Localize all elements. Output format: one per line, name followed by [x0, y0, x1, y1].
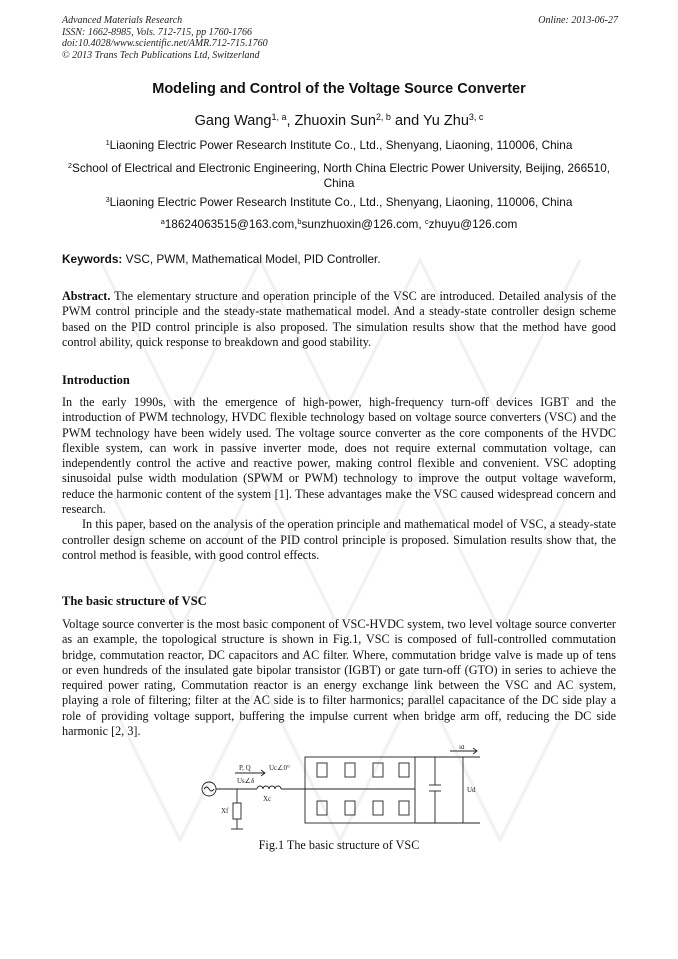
vsc-topology-figure [195, 745, 495, 835]
issn-line: ISSN: 1662-8985, Vols. 712-715, pp 1760-1766 [62, 26, 252, 38]
author-line [62, 113, 616, 129]
doi-line[interactable]: doi:10.4028/www.scientific.net/AMR.712-715.1760 [62, 38, 268, 49]
introduction-body [62, 395, 616, 563]
author-name: Gang Wang [194, 113, 272, 129]
author-superscript: 1, a [271, 112, 287, 123]
author-superscript: 2, b [375, 112, 391, 123]
author-name: Zhuoxin Sun [294, 113, 376, 129]
affiliation-2 [62, 161, 616, 191]
filter-element [233, 803, 241, 819]
fig-label-xc: Xc [263, 795, 272, 803]
fig-label-uc: Uc∠0° [269, 764, 290, 772]
email-link[interactable]: sunzhuoxin@126.com, [301, 217, 425, 231]
journal-header [62, 15, 268, 61]
keywords-text: VSC, PWM, Mathematical Model, PID Controller. [122, 252, 381, 266]
figure-caption: Fig.1 The basic structure of VSC [258, 838, 420, 852]
affiliation-text: Liaoning Electric Power Research Institute Co., Ltd., Shenyang, Liaoning, 110006, China [109, 195, 573, 209]
abstract [62, 289, 616, 350]
author-separator: and [390, 113, 423, 129]
keywords-label: Keywords: [62, 252, 123, 266]
affiliation-number: 3 [105, 194, 110, 204]
igbt-valves-lower [317, 801, 409, 815]
basic-structure-heading: The basic structure of VSC [62, 594, 207, 608]
paper-title: Modeling and Control of the Voltage Source Converter [152, 81, 526, 97]
journal-name: Advanced Materials Research [62, 15, 183, 26]
igbt-valves-upper [317, 763, 409, 777]
author-superscript: 3, c [468, 112, 484, 123]
affiliation-3 [62, 195, 616, 210]
copyright-line: © 2013 Trans Tech Publications Ltd, Switzerland [62, 49, 260, 61]
fig-label-id: id [459, 745, 465, 751]
email-link[interactable]: 18624063515@163.com, [164, 217, 298, 231]
fig-label-us: Us∠δ [237, 777, 255, 785]
keywords [62, 252, 616, 266]
email-superscript: a [160, 216, 165, 226]
basic-structure-paragraph: Voltage source converter is the most basic component of VSC-HVDC system, two level voltage source converter as an example, the topological structure is shown in Fig.1, VSC is composed of full-controlled commutation bridge, commutation reactor, DC capacitors and AC filter. Where, commutation bridge valve is made up of tens or even hundreds of the insulated gate bipolar transistor (IGBT) or gate turn-off (GTO) in series to achieve the required power rating, Commutation reactor is an energy exchange link between the VSC and AC system, playing a role of filtering; filter at the AC side is to filter harmonics; parallel capacitance of the DC side play a role of providing voltage support, buffering the impulse current when bridge arm off, reducing the DC side harmonic [2, 3]. [62, 617, 616, 739]
author-name: Yu Zhu [422, 113, 469, 129]
author-separator: , [286, 113, 295, 129]
email-link[interactable]: zhuyu@126.com [428, 217, 518, 231]
ac-sine-symbol [204, 787, 214, 791]
email-superscript: c [424, 216, 429, 226]
abstract-text: The elementary structure and operation principle of the VSC are introduced. Detailed analysis of the PWM control principle and the steady-state mathematical model. And a steady-state controller design scheme based on the PID control principle is also proposed. The simulation results show that the method have good control ability, quick response to breakdown and good stability. [62, 289, 616, 349]
introduction-paragraph-1: In the early 1990s, with the emergence of high-power, high-frequency turn-off devices IGBT and the introduction of PWM technology, HVDC flexible technology based on voltage source converters (VSC) and the PWM technology have been widely used. The voltage source converter as the core components of the HVDC flexible system, can work in passive inverter mode, does not require external commutation voltage, can independently control the active and reactive power, making control flexible and convenient. VSC adopting sinusoidal pulse width modulation (SPWM or PWM) technology to improve the output voltage waveform, reduce the harmonic content of the system [1]. These advantages make the VSC caused widespread concern and research. [62, 395, 616, 517]
introduction-heading: Introduction [62, 373, 130, 387]
affiliation-number: 2 [67, 160, 72, 170]
reactor-coil [257, 786, 281, 789]
fig-label-xf: Xf [221, 807, 229, 815]
fig-label-pq: P, Q [239, 764, 251, 772]
author-emails [62, 217, 616, 232]
email-superscript: b [297, 216, 302, 226]
affiliation-text: School of Electrical and Electronic Engineering, North China Electric Power University, Beijing, 266510, China [71, 161, 611, 190]
affiliation-1 [62, 138, 616, 153]
fig-label-ud: Ud [467, 786, 476, 794]
converter-bridge [305, 757, 415, 823]
affiliation-text: Liaoning Electric Power Research Institute Co., Ltd., Shenyang, Liaoning, 110006, China [109, 138, 573, 152]
abstract-label: Abstract. [62, 289, 111, 303]
basic-structure-body [62, 617, 616, 739]
online-date: Online: 2013-06-27 [538, 15, 618, 26]
affiliation-number: 1 [105, 137, 110, 147]
introduction-paragraph-2: In this paper, based on the analysis of the operation principle and mathematical model of VSC, a steady-state controller design scheme on account of the PID control principle is proposed. Simulation results show that, the control method is feasible, with good control effects. [62, 517, 616, 562]
